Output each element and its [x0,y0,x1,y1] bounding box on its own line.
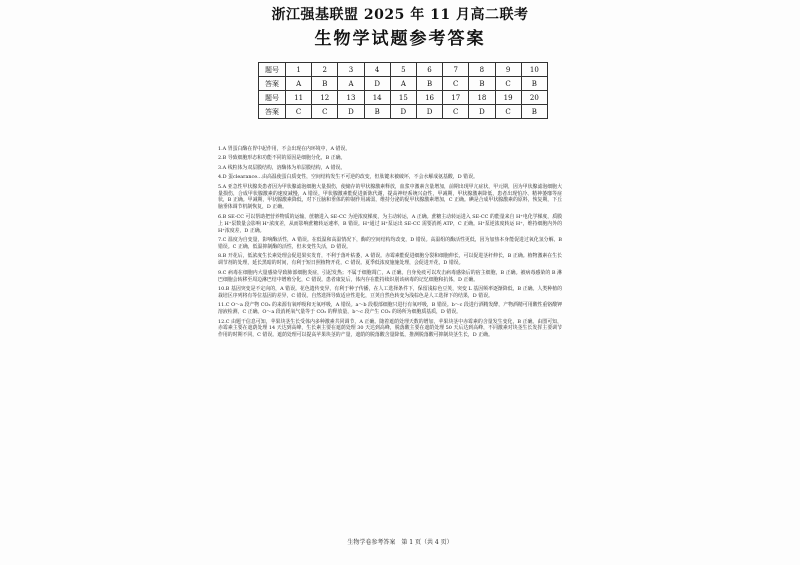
exam-title: 浙江强基联盟 2025 年 11 月高二联考 [271,7,529,23]
answer-cell: C [495,105,521,119]
answer-cell: A [286,77,312,91]
question-number: 15 [390,91,416,105]
question-number: 2 [312,63,338,77]
explanation-item: 3.A 线粒体为双层膜结构，溶酶体为单层膜结构，A 错误。 [218,164,346,171]
row-header: 题号 [259,91,286,105]
question-number: 3 [338,63,364,77]
answer-cell: D [416,105,442,119]
question-number: 4 [364,63,390,77]
question-number: 20 [521,91,547,105]
answer-cell: A [390,77,416,91]
answer-cell: B [416,77,442,91]
answer-cell: A [338,77,364,91]
answer-cell: B [521,77,547,91]
answer-cell: C [443,77,469,91]
question-number: 7 [443,63,469,77]
question-number: 9 [495,63,521,77]
answer-cell: D [338,105,364,119]
question-number: 8 [469,63,495,77]
table-row [259,91,548,105]
answer-cell: C [286,105,312,119]
answer-cell: D [390,105,416,119]
document-title: 生物学试题参考答案 [314,29,486,49]
row-header: 题号 [259,63,286,77]
explanation-item: 11.C O～a 段产物 CO₂ 的来源有氧呼吸和无氧呼吸，A 错误。a～b 段根部细胞只进行有氧呼吸，B 错误。b～c 段进行酒精发酵，产物酒精可用酸性重铬酸钾溶液检测，C 正确。O～a 段消耗氧气量等于 CO₂ 的释放量，b～c 段产生 CO₂ 的场所为细胞质基质，D 错误。 [218,302,562,316]
question-number: 14 [364,91,390,105]
explanation-item: 5.A 亚急性甲状腺炎患者因为甲状腺滤泡细胞大量损伤，使储存的甲状腺激素释放，血浆中激素含量增加，前期出现甲亢症状，甲元期，因为甲状腺滤泡细胞大量损伤，合成甲状腺激素的速度减慢，A 错误。甲状腺激素能促进新陈代谢，提高神经系统兴奋性，甲减期，甲状腺激素降低，患者出现怕冷、精神萎靡等症状，B 正确。甲减期，甲状腺激素降低，对下丘脑和垂体的抑制作用减弱，维持分泌的促甲状腺激素增加，C 正确。碘是合成甲状腺激素的原料，恢复期，下丘脑垂体调节机制恢复，D 正确。 [218,183,562,211]
answer-table [258,62,548,119]
explanation-item: 1.A 胃蛋白酶在胃中起作用，不会出现在内环境中，A 错误。 [218,146,351,152]
explanation-item: 8.B 开花后，低浓度生长素处理会促进果实发育，不利于落叶枯萎，A 错误。赤霉素能促进细胞分裂和细胞伸长，可以促进茎秆伸长，B 正确。植物激素在生长调节剂的处理，延长黑暗的时间，有利于短日照植物开花，C 错误。夏季低浓度施施处理，会促进开花，D 错误。 [218,253,562,267]
question-number: 17 [443,91,469,105]
row-header: 答案 [259,77,286,91]
question-number: 5 [390,63,416,77]
explanation-item: 6.B SE-CC 可以帮助把营养物质的运输，蔗糖进入 SE-CC 为逆浓度梯度，为主动转运，A 正确。蔗糖主动转运进入 SE-CC 的能量来自 H⁺电化学梯度，质膜上 H⁺泵数量会影响 H⁺浓度差，从而影响蔗糖转运速率，B 错误。H⁺通过 H⁺泵运出 SE-CC 需要消耗 ATP，C 正确。H⁺泵逆浓度转运 H⁺，维持细胞内外的 H⁺浓度差，D 正确。 [218,213,562,234]
row-header: 答案 [259,105,286,119]
explanation-item: 12.C 由题干信息可知，苹果块茎生长受体内多种激素共同调节，A 正确。随着遮荫处理天数的增加，苹果块茎中赤霉素的含量发生变化，B 正确。由图可知，赤霉素主要在遮荫处理 14 天达到高峰，生长素主要在遮荫处理 30 天达到高峰，脱落酸主要在遮荫处理 50 天后达到高峰，不同激素对块茎生长发挥主要调节作用的时期不同，C 错误。遮荫处理可以提高苹果块茎的产量，遮荫的脱落酸含量降低，推测脱落酸可抑制块茎生长，D 正确。 [218,318,562,339]
question-number: 18 [469,91,495,105]
answer-cell: D [364,77,390,91]
answer-cell: C [495,77,521,91]
table-row [259,105,548,119]
answer-cell: C [443,105,469,119]
answer-cell: B [521,105,547,119]
answer-cell: C [312,105,338,119]
page-footer: 生物学卷参考答案 第 1 页（共 4 页） [347,539,453,546]
answer-cell: B [364,105,390,119]
question-number: 13 [338,91,364,105]
explanation-item: 9.C 病毒在细胞内大量感染导致肺部细胞炎症，引起发热；不属于细胞凋亡，A 正确。自身免疫可以攻击病毒感染后的宿主细胞，B 正确。被病毒感染的 B 淋巴细胞会转移至周边淋巴结中增殖分化，C 错误。患者康复后，体内存在能持续识别该病毒的记忆细胞和抗体，D 正确。 [218,269,562,283]
explanation-item: 2.B 导致细胞形态和功能不同的原因是细胞分化，B 正确。 [218,155,346,162]
explanation-list [218,146,562,342]
question-number: 6 [416,63,442,77]
explanation-item: 7.C 温度为自变量，影响酶活性，A 错误。在低温和高温情况下，酶的空间结构均改变，D 错误。高温组的酶活性更低，因为加热本身能促进过氧化氢分解，B 错误。C 正确，低温抑制酶的活性，但未变性失活，D 错误。 [218,236,562,250]
answer-cell: B [312,77,338,91]
explanation-item: 4.D 蛋clearance…由高温使蛋白质变性，空间结构发生不可逆的改变，但肽键未被破坏，不会水解成氨基酸，D 错误。 [218,174,478,181]
question-number: 1 [286,63,312,77]
answer-cell: D [469,105,495,119]
table-row [259,63,548,77]
table-row [259,77,548,91]
question-number: 11 [286,91,312,105]
question-number: 10 [521,63,547,77]
question-number: 19 [495,91,521,105]
explanation-item: 10.B 基因突变是不定向的，A 错误。花色遗传变异，有利于种子传播，在人工选择条件下，保留浅棕色豆荚，突变 L 基因频率逐渐降低，B 正确。人类种植的栽培区序列将有等位基因的差异，C 错误。自然选择导致适应性进化，豆荚自然色转变为浅棕色是人工选择下的结果，D 错误。 [218,285,562,299]
question-number: 12 [312,91,338,105]
question-number: 16 [416,91,442,105]
answer-cell: B [469,77,495,91]
